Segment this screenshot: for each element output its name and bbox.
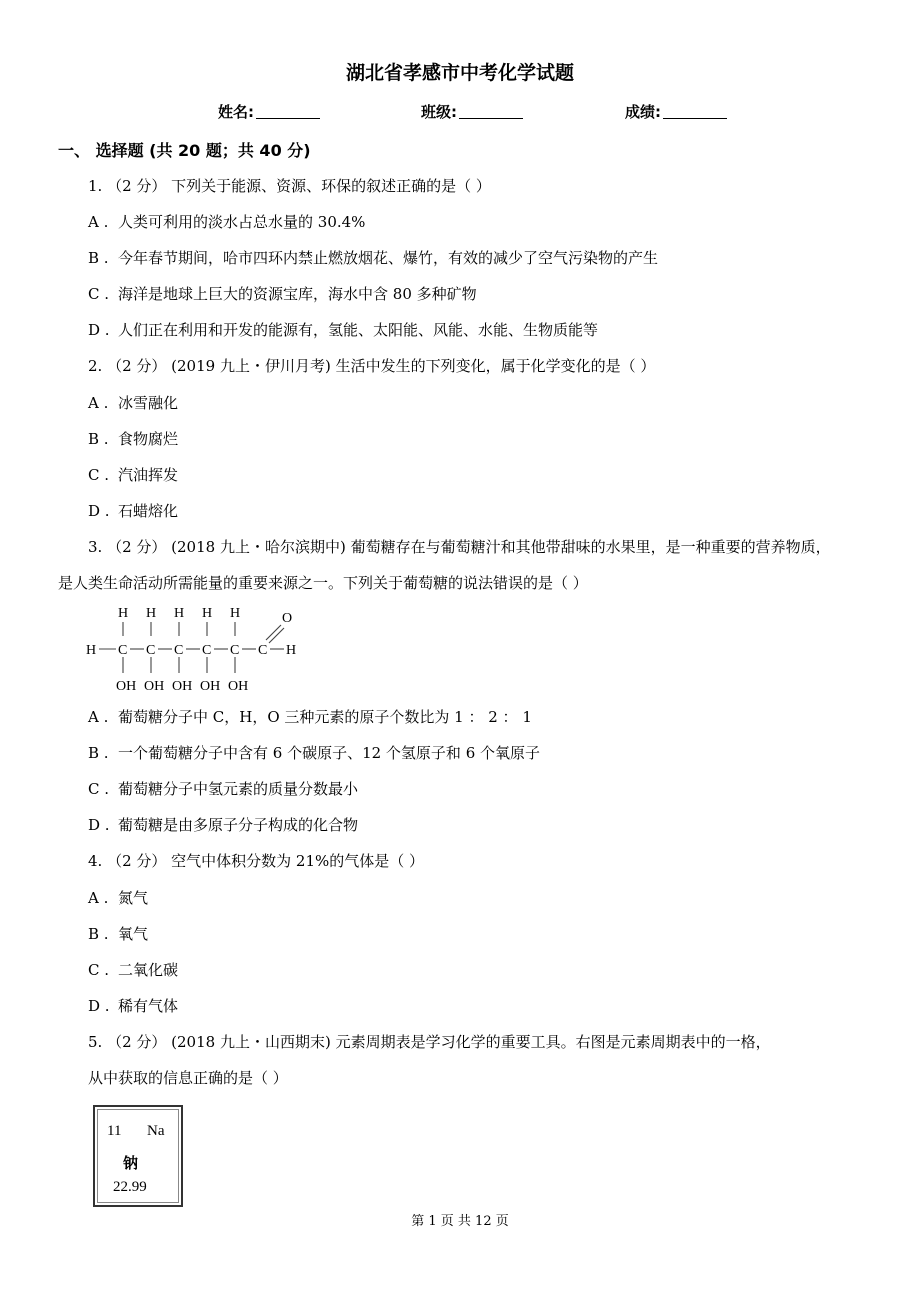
question-2-stem: 2. （2 分） (2019 九上・伊川月考) 生活中发生的下列变化，属于化学变化的是（ ） bbox=[88, 357, 656, 375]
question-5-stem-line-2: 从中获取的信息正确的是（ ） bbox=[88, 1069, 288, 1087]
c-atom: C bbox=[258, 643, 268, 658]
c-atom: C bbox=[118, 643, 128, 658]
h-atom: H bbox=[202, 606, 213, 621]
page-footer: 第 1 页 共 12 页 bbox=[411, 1214, 509, 1229]
question-1-option-d: D . 人们正在利用和开发的能源有，氢能、太阳能、风能、水能、生物质能等 bbox=[88, 321, 599, 339]
question-2-option-c: C . 汽油挥发 bbox=[88, 466, 179, 484]
name-field bbox=[218, 101, 320, 122]
question-3-option-c: C . 葡萄糖分子中氢元素的质量分数最小 bbox=[88, 780, 359, 798]
o-atom: O bbox=[282, 611, 293, 626]
h-atom: H bbox=[174, 606, 185, 621]
question-2-option-d: D . 石蜡熔化 bbox=[88, 502, 179, 520]
question-1-option-a: A . 人类可利用的淡水占总水量的 30.4% bbox=[88, 213, 366, 231]
oh-group: OH bbox=[144, 679, 165, 694]
question-3-option-a: A . 葡萄糖分子中 C，H，O 三种元素的原子个数比为 1 ： 2 ： 1 bbox=[88, 708, 532, 726]
question-4-option-a: A . 氮气 bbox=[88, 889, 149, 907]
question-4-stem: 4. （2 分） 空气中体积分数为 21%的气体是（ ） bbox=[88, 852, 425, 870]
c-atom: C bbox=[146, 643, 156, 658]
element-name: 钠 bbox=[123, 1154, 139, 1172]
h-atom: H bbox=[286, 643, 297, 658]
oh-group: OH bbox=[116, 679, 137, 694]
h-atom: H bbox=[146, 606, 157, 621]
element-symbol: Na bbox=[147, 1123, 165, 1139]
question-1-option-c: C . 海洋是地球上巨大的资源宝库，海水中含 80 多种矿物 bbox=[88, 285, 477, 303]
c-atom: C bbox=[230, 643, 240, 658]
h-atom: H bbox=[86, 643, 97, 658]
question-3-stem-line-2: 是人类生命活动所需能量的重要来源之一。下列关于葡萄糖的说法错误的是（ ） bbox=[58, 574, 588, 592]
oh-group: OH bbox=[172, 679, 193, 694]
question-4-option-c: C . 二氧化碳 bbox=[88, 961, 179, 979]
page-title: 湖北省孝感市中考化学试题 bbox=[345, 62, 574, 84]
question-3-option-d: D . 葡萄糖是由多原子分子构成的化合物 bbox=[88, 816, 359, 834]
score-label: 成绩: bbox=[625, 103, 661, 121]
section-heading: 一、 选择题 (共 20 题；共 40 分) bbox=[58, 141, 311, 160]
question-4-option-b: B . 氧气 bbox=[88, 925, 149, 943]
atomic-number: 11 bbox=[107, 1123, 122, 1139]
h-atom: H bbox=[230, 606, 241, 621]
oh-group: OH bbox=[200, 679, 221, 694]
oh-group: OH bbox=[228, 679, 249, 694]
question-2-option-b: B . 食物腐烂 bbox=[88, 430, 179, 448]
question-2-option-a: A . 冰雪融化 bbox=[88, 394, 179, 412]
name-label: 姓名: bbox=[218, 103, 254, 121]
question-3-stem-line-1: 3. （2 分） (2018 九上・哈尔滨期中) 葡萄糖存在与葡萄糖汁和其他带甜味的水果里，是一种重要的营养物质， bbox=[88, 538, 831, 556]
class-blank bbox=[459, 104, 523, 119]
score-blank bbox=[663, 104, 727, 119]
class-field bbox=[421, 101, 523, 122]
class-label: 班级: bbox=[421, 103, 457, 121]
atomic-mass: 22.99 bbox=[113, 1179, 147, 1195]
question-5-stem-line-1: 5. （2 分） (2018 九上・山西期末) 元素周期表是学习化学的重要工具。右图是元素周期表中的一格， bbox=[88, 1033, 771, 1051]
periodic-table-cell bbox=[93, 1105, 183, 1207]
c-atom: C bbox=[202, 643, 212, 658]
c-atom: C bbox=[174, 643, 184, 658]
glucose-structure-diagram bbox=[86, 603, 306, 695]
name-blank bbox=[256, 104, 320, 119]
question-4-option-d: D . 稀有气体 bbox=[88, 997, 179, 1015]
question-1-option-b: B . 今年春节期间，哈市四环内禁止燃放烟花、爆竹，有效的减少了空气污染物的产生 bbox=[88, 249, 659, 267]
h-atom: H bbox=[118, 606, 129, 621]
score-field bbox=[625, 101, 727, 122]
question-3-option-b: B . 一个葡萄糖分子中含有 6 个碳原子、12 个氢原子和 6 个氧原子 bbox=[88, 744, 541, 762]
question-1-stem: 1. （2 分） 下列关于能源、资源、环保的叙述正确的是（ ） bbox=[88, 177, 491, 195]
